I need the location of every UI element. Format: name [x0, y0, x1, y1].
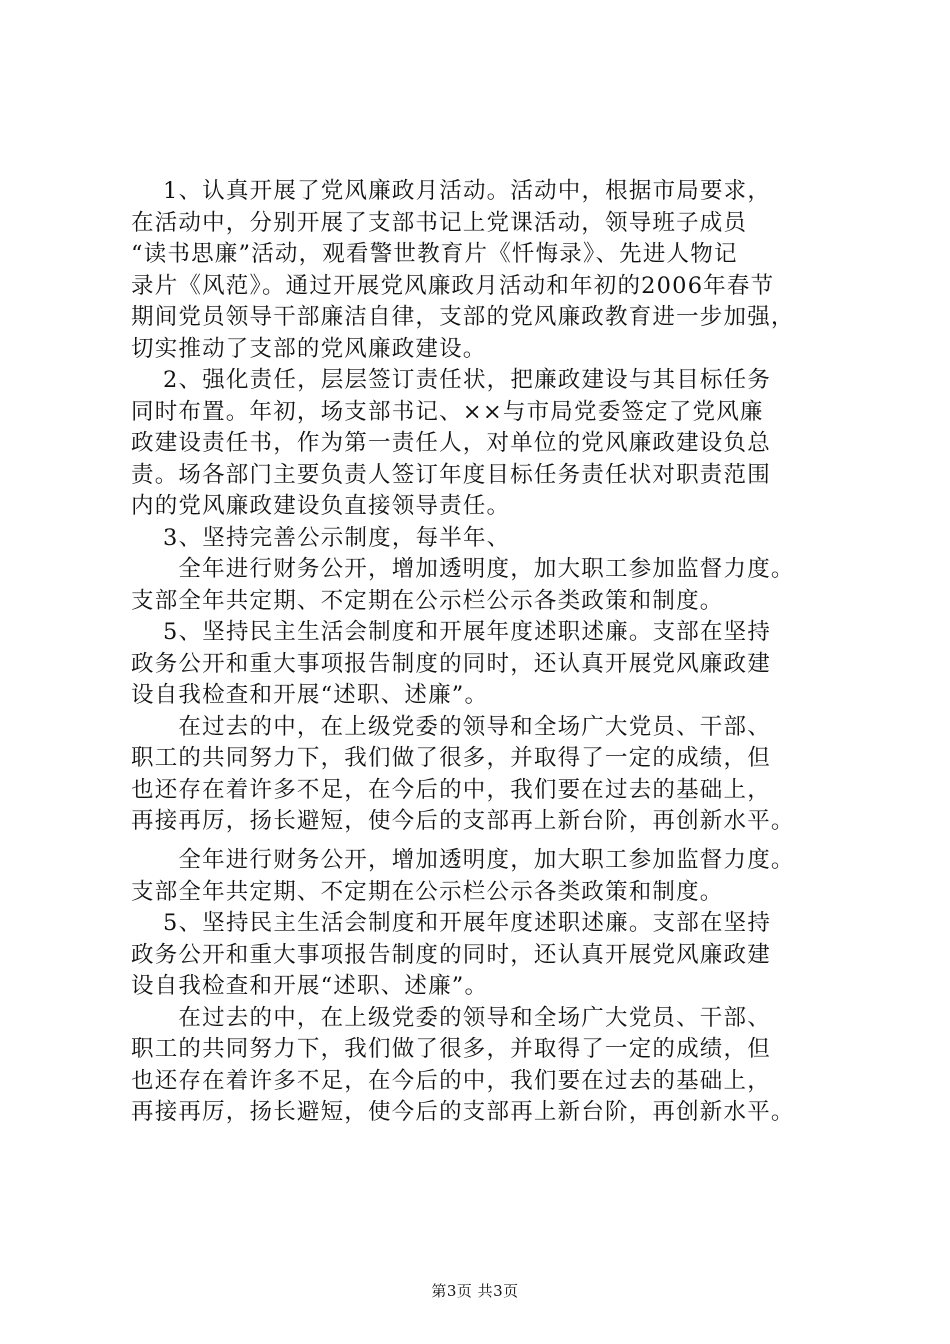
paragraph-party-month-activity: 1、认真开展了党风廉政月活动。活动中，根据市局要求， 在活动中，分别开展了支部书记上党课活动，领导班子成员 “读书思廉”活动，观看警世教育片《忏悔录》、先进人物记 录片《风范》。通过开展党风廉政月活动和年初的2006年春节 期间党员领导干部廉洁自律，支部的党风廉政教育进一步加强， 切实推动了支部的党风廉政建设。: [131, 178, 795, 362]
paragraph-summary-repeat: 在过去的中，在上级党委的领导和全场广大党员、干部、 职工的共同努力下，我们做了很多，并取得了一定的成绩，但 也还存在着许多不足，在今后的中，我们要在过去的基础上， 再接再厉，扬长避短，使今后的支部再上新台阶，再创新水平。: [131, 1004, 795, 1125]
paragraph-summary: 在过去的中，在上级党委的领导和全场广大党员、干部、 职工的共同努力下，我们做了很多，并取得了一定的成绩，但 也还存在着许多不足，在今后的中，我们要在过去的基础上， 再接再厉，扬长避短，使今后的支部再上新台阶，再创新水平。: [131, 713, 795, 834]
paragraph-responsibility: 2、强化责任，层层签订责任状，把廉政建设与其目标任务 同时布置。年初，场支部书记、××与市局党委签定了党风廉 政建设责任书，作为第一责任人，对单位的党风廉政建设负总 责。场各部门主要负责人签订年度目标任务责任状对职责范围 内的党风廉政建设负直接领导责任。: [131, 367, 772, 519]
paragraph-democratic-life-repeat: 5、坚持民主生活会制度和开展年度述职述廉。支部在坚持 政务公开和重大事项报告制度的同时，还认真开展党风廉政建 设自我检查和开展“述职、述廉”。: [131, 910, 772, 999]
paragraph-financial-disclosure: 全年进行财务公开，增加透明度，加大职工参加监督力度。 支部全年共定期、不定期在公示栏公示各类政策和制度。: [131, 556, 795, 614]
paragraph-democratic-life: 5、坚持民主生活会制度和开展年度述职述廉。支部在坚持 政务公开和重大事项报告制度的同时，还认真开展党风廉政建 设自我检查和开展“述职、述廉”。: [131, 619, 772, 708]
page-footer: 第3页 共3页: [431, 1282, 519, 1300]
body-text-block-2: [131, 845, 841, 1129]
body-text-block-1: [131, 176, 841, 838]
paragraph-disclosure-system: 3、坚持完善公示制度，每半年、: [131, 524, 511, 551]
paragraph-financial-disclosure-repeat: 全年进行财务公开，增加透明度，加大职工参加监督力度。 支部全年共定期、不定期在公示栏公示各类政策和制度。: [131, 847, 795, 905]
